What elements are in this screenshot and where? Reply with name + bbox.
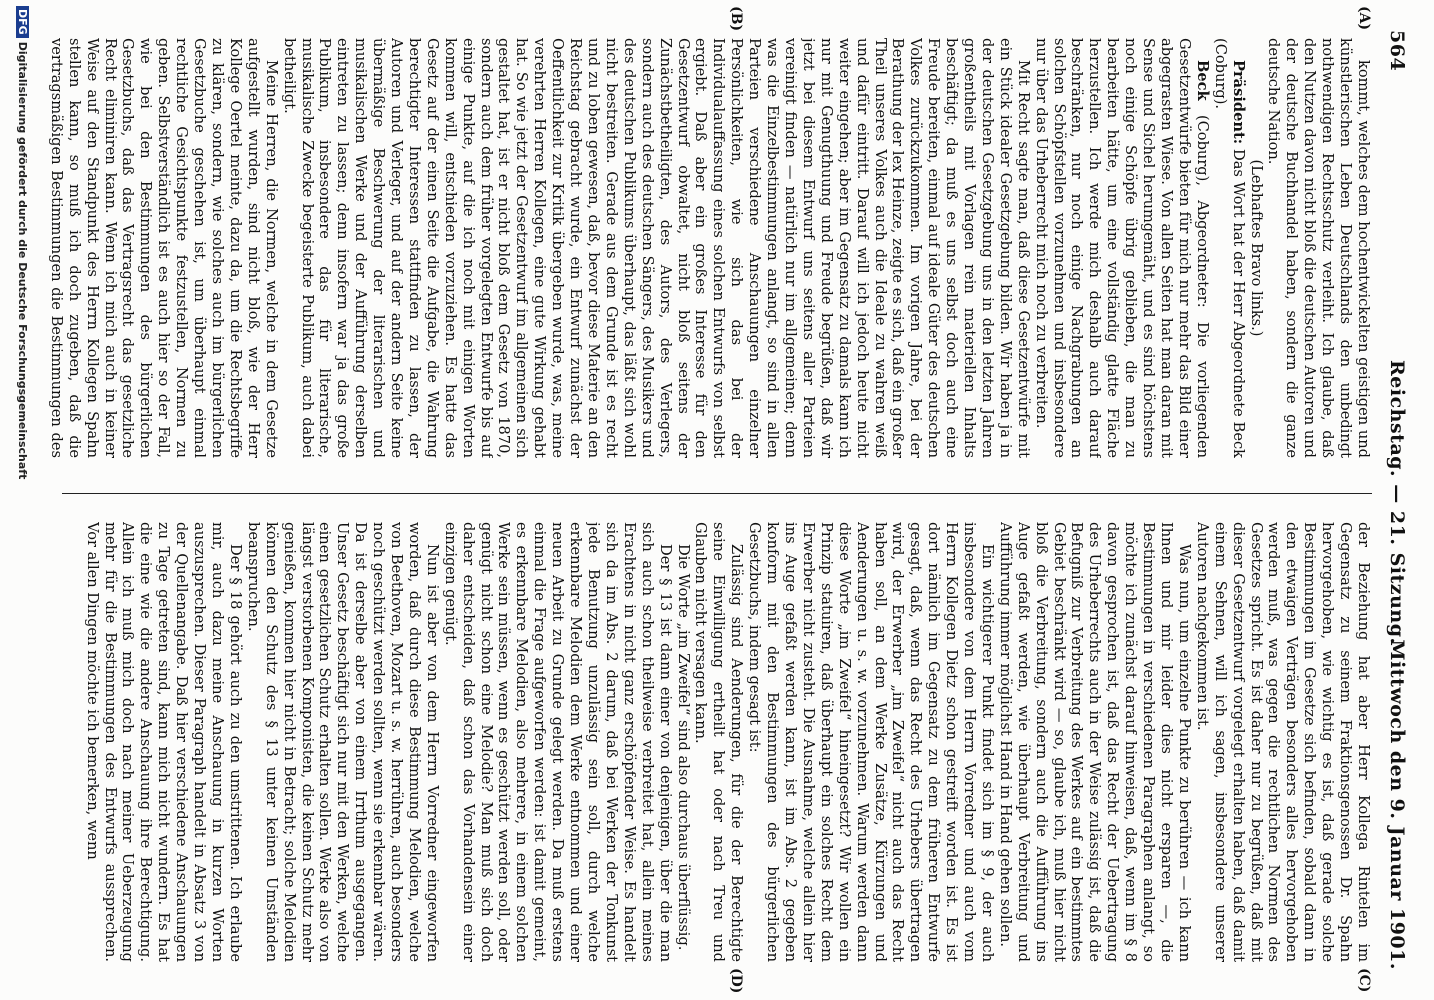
paragraph <box>1265 38 1372 458</box>
paragraph-text: Zulässig sind Aenderungen, für die der Berechtigte seine Einwilligung ertheilt hat oder nach Treu und Glauben nicht versagen kann. <box>692 522 746 962</box>
paragraph-text: (Coburg), Abgeordneter: Die vorliegenden Gesetzentwürfe bieten für mich nur mehr das Bild einer abgegrasten Wiese. Von allen Seiten hat man daran mit Sense und Sichel herumgemäht, und es sind höchstens noch einige Schöpfe übrig geblieben, die man zu bearbeiten hätte, um eine vollständig glatte Fläche herzustellen. Ich werde mich deshalb auch darauf beschränken, nur noch einige Nachgrabungen an solchen Schöpfstellen vorzunehmen und insbesondere nur über das Urheberrecht mich noch zu verbreiten. <box>1032 38 1211 458</box>
margin-marker-c: (C) <box>1356 968 1372 993</box>
paragraph <box>441 522 674 962</box>
paragraph <box>1211 38 1247 458</box>
paragraph-text: Die Worte „im Zweifel“ sind also durchaus überflüssig. <box>674 544 692 951</box>
paragraph-text: kommt, welches dem hochentwickelten geistigen und künstlerischen Leben Deutschlands den unbedingt nothwendigen Rechtsschutz verleiht. Ich glaube, daß den Nutzen davon nicht bloß die deutschen Autoren und der deutsche Buchhandel haben, sondern die ganze deutsche Nation. <box>1265 38 1372 458</box>
speaker-name: Beck <box>1193 60 1211 101</box>
digitization-credit-text: Digitalisierung gefördert durch die Deutsche Forschungsgemeinschaft <box>16 41 29 480</box>
paragraph-text: Das Wort hat der Herr Abgeordnete Beck (Coburg). <box>1211 38 1247 458</box>
page-number: 564 <box>1386 30 1408 72</box>
paragraph <box>280 38 1032 458</box>
session-date: Mittwoch den 9. Januar 1901. <box>1386 639 1408 970</box>
page-header <box>1376 30 1416 970</box>
paragraph-text: Der § 18 gehört auch zu den umstrittenen. Ich erlaube mir, auch dazu meine Anschauung in kurzen Worten auszusprechen. Dieser Paragraph handelt in Absatz 3 von der Quellenangabe. Daß hier verschiedene Anschauungen zu Tage getreten sind, kann mich nicht wundern. Es hat die eine wie die andere Anschauung ihre Berechtigung. Allein ich muß mich doch nach meiner Ueberzeugung mehr für die Bestimmungen des Entwurfs aussprechen. Vor allen Dingen möchte ich bemerken, wenn <box>83 522 244 962</box>
paragraph <box>83 522 244 962</box>
speaker-name: Präsident: <box>1229 60 1247 145</box>
dfg-logo: DFG <box>16 6 29 38</box>
paragraph-text: Mit Recht sagte man, daß diese Gesetzentwürfe mit ein Stück idealer Gesetzgebung bilden. Wir haben ja in der deutschen Gesetzgebung uns in den letzten Jahren großentheils mit Vorlagen rein materiellen Inhalts beschäftigt; da muß es uns selbst doch auch eine Freude bereiten, einmal auf ideale Güter des deutschen Volkes zurückzukommen. Im vorigen Jahre, bei der Berathung der lex Heinze, zeigte es sich, daß ein großer Theil unseres Volkes auch die Ideale zu wahren weiß und dafür eintritt. Darauf will ich jedoch heute nicht weiter eingehen; aber im Gegensatz zu damals kann ich nur mit Genugthuung und Freude begrüßen, daß wir jetzt bei diesem Entwurf uns seitens aller Parteien vereinigt finden — natürlich nur im allgemeinen; denn was die Einzelbestimmungen anlangt, so sind in allen Parteien verschiedene Anschauungen einzelner Persönlichkeiten, wie sich das bei der Individualauffassung eines solchen Entwurfs von selbst ergiebt. Daß aber ein großes Interesse für den Gesetzentwurf obwaltet, nicht bloß seitens der Zunächstbetheiligten, des Autors, des Verlegers, sondern auch des deutschen Sängers, des Musikers und des deutschen Publikums überhaupt, das läßt sich wohl nicht bestreiten. Gerade aus dem Grunde ist es recht und zu loben gewesen, daß, bevor diese Materie an den Reichstag gebracht wurde, ein Entwurf zunächst der Oeffentlichkeit zur Kritik übergeben wurde, was, meine verehrten Herren Kollegen, eine gute Wirkung gehabt hat. So wie jetzt der Gesetzentwurf im allgemeinen sich gestaltet hat, ist er nicht bloß dem Gesetz von 1870, sondern auch dem früher vorgelegten Entwurfe bis auf einige Punkte, auf die ich noch mit einigen Worten kommen will, entschieden vorzuziehen. Es hatte das Gesetz auf der einen Seite die Aufgabe, die Wahrung berechtigter Interessen stattfinden zu lassen, der Autoren und Verleger, und auf der andern Seite keine übermäßige Beschwerung der literarischen und musikalischen Werke und der Aufführung derselben eintreten zu lassen; denn insofern war ja das große Publikum, insbesondere das für literarische, musikalische Zwecke begeisterte Publikum, auch dabei betheiligt. <box>280 38 1032 458</box>
paragraph-text: Der § 13 ist dann einer von denjenigen, über die man sich auch schon theilweise verbreitet hat, allein meines Erachtens in nicht ganz erschöpfender Weise. Es handelt sich da im Abs. 2 darum, daß bei Werken der Tonkunst jede Benutzung unzulässig sein soll, durch welche erkennbare Melodien dem Werke entnommen und einer neuen Arbeit zu Grunde gelegt werden. Da muß erstens einmal die Frage aufgeworfen werden: ist damit gemeint, es erkennbare Melodien, also mehrere, in einem solchen Werke sein müssen, wenn es geschützt werden soll, oder genügt nicht schon eine Melodie? Man muß sich doch daher entscheiden, daß schon das Vorhandensein einer einzigen genügt. <box>441 522 674 962</box>
paragraph <box>244 522 441 962</box>
paragraph-text: Meine Herren, die Normen, welche in dem Gesetze aufgestellt wurden, sind nicht bloß, wie der Herr Kollege Oertel meinte, dazu da, um die Rechtsbegriffe zu klären, sondern, wie solches auch im bürgerlichen Gesetzbuche geschehen ist, um überhaupt einmal rechtliche Gesichtspunkte festzustellen, Normen zu geben. Selbstverständlich ist es auch hier so der Fall, wie bei den Bestimmungen des bürgerlichen Gesetzbuchs, daß das Vertragsrecht das gesetzliche Recht eliminiren kann. Wenn ich mich auch in keiner Weise auf den Standpunkt des Herrn Kollegen Spahn stellen kann, so muß ich doch zugeben, daß die vertragsmäßigen Bestimmungen die Bestimmungen des <box>47 38 280 458</box>
paragraph <box>1193 522 1372 962</box>
margin-marker-b: (B) <box>728 6 744 32</box>
paragraph <box>745 522 996 962</box>
paragraph <box>674 522 692 962</box>
paragraph <box>1032 38 1211 458</box>
paragraph <box>47 38 280 458</box>
right-column <box>47 522 1372 962</box>
paragraph-text: Was nun, um einzelne Punkte zu berühren — ich kann Ihnen und mir leider dies nicht ersparen —, die Bestimmungen in verschiedenen Paragraphen anlangt, so möchte ich zunächst darauf hinweisen, daß, wenn im § 8 davon gesprochen ist, daß das Recht der Uebertragung des Urheberrechts auch in der Weise zulässig ist, daß die Befugniß zur Verbreitung des Werkes auf ein bestimmtes Gebiet beschränkt wird — so, glaube ich, muß hier nicht bloß die Verbreitung, sondern auch die Aufführung ins Auge gefaßt werden, wie überhaupt Verbreitung und Aufführung immer möglichst Hand in Hand gehen sollen. <box>996 522 1193 962</box>
digitization-credit <box>16 6 29 906</box>
paragraph-text: der Beziehung hat aber Herr Kollega Rintelen im Gegensatz zu seinem Fraktionsgenossen Dr. Spahn hervorgehoben, wie wichtig es ist, daß gerade solche Bestimmungen im Gesetze sich befinden, sobald dann in den etwaigen Verträgen besonders alles hervorgehoben werden muß, was gegen die rechtlichen Normen des Gesetzes spricht. Es ist daher nur zu begrüßen, daß mit dieser Gesetzentwurf vorgelegt erhalten haben, daß damit einem Sehnen, will ich sagen, insbesondere unserer Autoren nachgekommen ist. <box>1193 522 1372 962</box>
left-column <box>47 38 1372 458</box>
running-title: Reichstag. — 21. Sitzung. <box>1386 360 1408 645</box>
paragraph-text: Nun ist aber von dem Herrn Vorredner eingeworfen worden, daß durch diese Bestimmung Melodien, welche von Beethoven, Mozart u. s. w. herrühren, auch besonders noch geschützt werden sollten, wenn sie erkennbar wären. Da ist derselbe aber von einem Irrthum ausgegangen. Unser Gesetz beschäftigt sich nur mit den Werken, welche einen gesetzlichen Schutz erhalten sollen. Werke also von längst verstorbenen Komponisten, die keinen Schutz mehr genießen, kommen hier nicht in Betracht; solche Melodien können den Schutz des § 13 unter keinen Umständen beanspruchen. <box>244 522 441 962</box>
paragraph-text: (Lebhaftes Bravo links.) <box>1247 159 1265 337</box>
margin-marker-a: (A) <box>1356 6 1372 31</box>
paragraph-text: Ein wichtigerer Punkt findet sich im § 9, der auch insbesondere von dem Herrn Vorredner und auch vom Herrn Kollegen Dietz schon gestreift worden ist. Es ist dort nämlich im Gegensatz zu dem früheren Entwurfe gesagt, daß, wenn das Recht des Urhebers übertragen wird, der Erwerber „im Zweifel“ nicht auch das Recht haben soll, an dem Werke Zusätze, Kürzungen und Aenderungen u. s. w. vorzunehmen. Warum werden dann diese Worte „im Zweifel“ hineingesetzt? Wir wollen ein Prinzip statuiren, daß überhaupt ein solches Recht dem Erwerber nicht zusteht. Die Ausnahme, welche allein hier ins Auge gefaßt werden kann, ist im Abs. 2 gegeben konform mit den Bestimmungen des bürgerlichen Gesetzbuchs, indem gesagt ist: <box>746 522 996 962</box>
margin-marker-d: (D) <box>728 968 744 994</box>
paragraph <box>1247 38 1265 458</box>
column-divider <box>62 493 1372 494</box>
paragraph <box>996 522 1193 962</box>
paragraph <box>692 522 746 962</box>
